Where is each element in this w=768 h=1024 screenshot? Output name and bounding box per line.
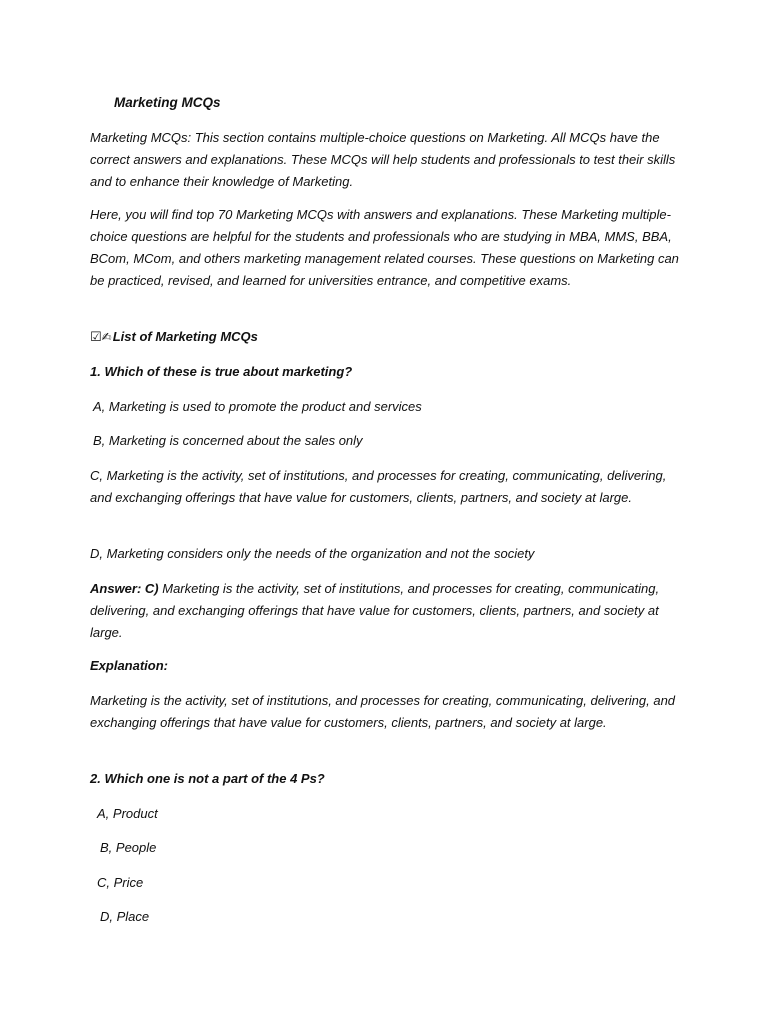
pencil-icon: ✍ (101, 330, 112, 344)
q2-option-b: B, People (100, 840, 157, 855)
q1-option-a: A, Marketing is used to promote the product and services (93, 399, 422, 414)
q2-option-a: A, Product (97, 806, 158, 821)
q1-option-d: D, Marketing considers only the needs of the organization and not the society (90, 546, 535, 561)
q2-option-c: C, Price (97, 875, 144, 890)
question-2: 2. Which one is not a part of the 4 Ps? (90, 771, 325, 786)
page-title: Marketing MCQs (114, 95, 221, 110)
list-heading (90, 326, 684, 348)
q1-option-b: B, Marketing is concerned about the sales only (93, 433, 363, 448)
list-heading-label: List of Marketing MCQs (112, 329, 258, 344)
q1-option-c: C, Marketing is the activity, set of institutions, and processes for creating, communicating, delivering, and exchanging offerings that have value for customers, clients, partners, and society at large. (90, 468, 667, 505)
intro-paragraph-1: Marketing MCQs: This section contains multiple-choice questions on Marketing. All MCQs have the correct answers and explanations. These MCQs will help students and professionals to test their skills and to enhance their knowledge of Marketing. (90, 130, 676, 189)
answer-label: Answer: C) (90, 581, 159, 596)
q2-option-d: D, Place (100, 909, 150, 924)
question-1: 1. Which of these is true about marketing? (90, 364, 353, 379)
explanation-label: Explanation: (90, 658, 169, 673)
intro-paragraph-2: Here, you will find top 70 Marketing MCQs with answers and explanations. These Marketing multiple-choice questions are helpful for the students and professionals who are studying in MBA, MMS, BBA, BCom, MCom, and others marketing management related courses. These questions on Marketing can be practiced, revised, and learned for universities entrance, and competitive exams. (90, 207, 679, 288)
check-box-icon: ☑ (90, 329, 102, 344)
answer-text: Marketing is the activity, set of institutions, and processes for creating, communicating, delivering, and exchanging offerings that have value for customers, clients, partners, and society at large. (90, 581, 660, 640)
explanation-text: Marketing is the activity, set of institutions, and processes for creating, communicating, delivering, and exchanging offerings that have value for customers, clients, partners, and society at large. (90, 693, 676, 730)
q1-answer (90, 578, 684, 644)
